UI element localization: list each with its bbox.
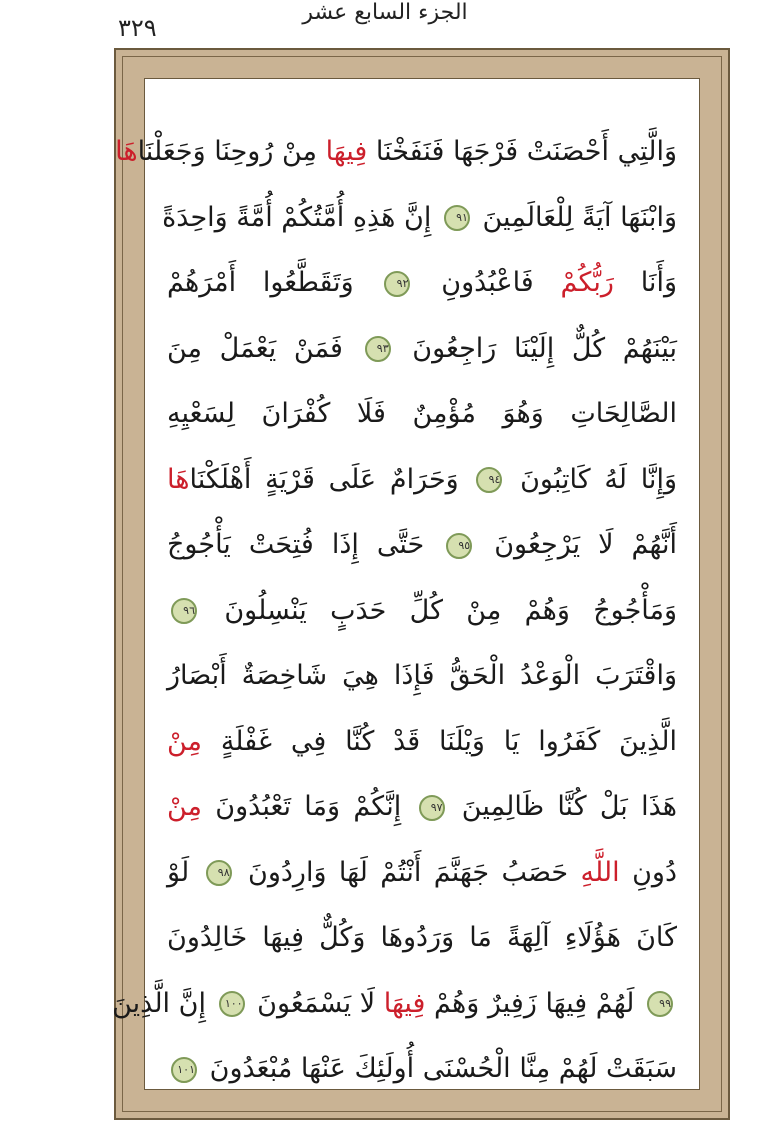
verse-text: وَابْنَهَا آيَةً لِلْعَالَمِينَ (473, 201, 677, 233)
verse-text: سَبَقَتْ لَهُمْ مِنَّا الْحُسْنَى أُولَئِكَ عَنْهَا مُبْعَدُونَ (201, 1053, 677, 1084)
ayah-number-marker: ١٠٠ (219, 991, 245, 1017)
verse-text: وَاقْتَرَبَ الْوَعْدُ الْحَقُّ فَإِذَا هِيَ شَاخِصَةٌ أَبْصَارُ (167, 660, 677, 691)
verse-lines (112, 79, 699, 1102)
highlighted-word: رَبُّكُمْ (560, 267, 614, 298)
verse-text: وَالَّتِي أَحْصَنَتْ فَرْجَهَا فَنَفَخْنَا (367, 136, 677, 167)
ayah-number-marker: ٩٢ (384, 271, 410, 297)
verse-text: فَمَنْ يَعْمَلْ مِنَ (167, 332, 361, 364)
verse-text: دُونِ (619, 856, 677, 888)
verse-line (167, 381, 677, 447)
highlighted-word: فِيهَا (383, 987, 426, 1019)
verse-line (167, 774, 677, 840)
ayah-number-marker: ٩٥ (446, 533, 472, 559)
verse-text: كَانَ هَؤُلَاءِ آلِهَةً مَا وَرَدُوهَا وَكُلٌّ فِيهَا خَالِدُونَ (167, 922, 677, 953)
ayah-number-marker: ٩٩ (647, 991, 673, 1017)
highlighted-word: اللَّهِ (580, 856, 620, 888)
highlighted-word: مِنْ (167, 791, 203, 822)
verse-text: بَيْنَهُمْ كُلٌّ إِلَيْنَا رَاجِعُونَ (394, 332, 678, 364)
verse-text: مِنْ رُوحِنَا وَجَعَلْنَا (137, 136, 326, 167)
verse-text: وَإِنَّا لَهُ كَاتِبُونَ (506, 463, 677, 495)
verse-line (112, 971, 677, 1037)
highlighted-word: مِنْ (167, 725, 203, 757)
verse-text: وَحَرَامٌ عَلَى قَرْيَةٍ أَهْلَكْنَا (189, 463, 473, 495)
verse-text: الصَّالِحَاتِ وَهُوَ مُؤْمِنٌ فَلَا كُفْرَانَ لِسَعْيِهِ (167, 398, 677, 429)
ayah-number-marker: ٩٧ (419, 795, 445, 821)
ayah-number-marker: ٩٦ (171, 598, 197, 624)
verse-line (167, 316, 677, 382)
ayah-number-marker: ٩١ (444, 205, 470, 231)
ayah-number-marker: ٩٨ (206, 860, 232, 886)
verse-text: إِنَّ الَّذِينَ (112, 987, 215, 1019)
verse-text: لَا يَسْمَعُونَ (248, 987, 384, 1019)
verse-line (167, 840, 677, 906)
verse-line (115, 119, 677, 185)
verse-text: لَوْ (167, 856, 202, 888)
verse-text: إِنَّكُمْ وَمَا تَعْبُدُونَ (202, 791, 415, 822)
verse-text: حَصَبُ جَهَنَّمَ أَنْتُمْ لَهَا وَارِدُونَ (235, 856, 581, 888)
verse-text: حَتَّى إِذَا فُتِحَتْ يَأْجُوجُ (167, 529, 443, 560)
highlighted-word: فِيهَا (325, 136, 368, 167)
verse-text: فَاعْبُدُونِ (414, 267, 561, 298)
juz-title: الجزء السابع عشر (302, 0, 468, 25)
verse-text: وَمَأْجُوجُ وَهُمْ مِنْ كُلِّ حَدَبٍ يَنْسِلُونَ (201, 594, 677, 626)
verse-line (167, 447, 677, 513)
verse-text: وَأَنَا (613, 267, 677, 298)
verse-text: وَتَقَطَّعُوا أَمْرَهُمْ (167, 267, 381, 298)
verse-line (167, 1036, 677, 1102)
verse-text: أَنَّهُمْ لَا يَرْجِعُونَ (476, 529, 677, 560)
page-number: ٣٢٩ (118, 14, 157, 42)
verse-text: هَذَا بَلْ كُنَّا ظَالِمِينَ (448, 791, 678, 822)
ayah-number-marker: ٩٤ (476, 467, 502, 493)
verse-line (167, 578, 677, 644)
highlighted-word: هَا (167, 463, 190, 495)
text-panel (112, 78, 700, 1090)
verse-line (167, 709, 677, 775)
verse-text: الَّذِينَ كَفَرُوا يَا وَيْلَنَا قَدْ كُنَّا فِي غَفْلَةٍ (202, 725, 677, 757)
verse-line (162, 185, 677, 251)
highlighted-word: هَا (115, 136, 138, 167)
ayah-number-marker: ١٠١ (171, 1057, 197, 1083)
verse-text: لَهُمْ فِيهَا زَفِيرٌ وَهُمْ (425, 987, 643, 1019)
verse-line (167, 512, 677, 578)
verse-text: إِنَّ هَذِهِ أُمَّتُكُمْ أُمَّةً وَاحِدَةً (162, 201, 440, 233)
verse-line (167, 250, 677, 316)
ayah-number-marker: ٩٣ (365, 336, 391, 362)
verse-line (167, 643, 677, 709)
verse-line (167, 905, 677, 971)
page-frame (114, 48, 730, 1120)
